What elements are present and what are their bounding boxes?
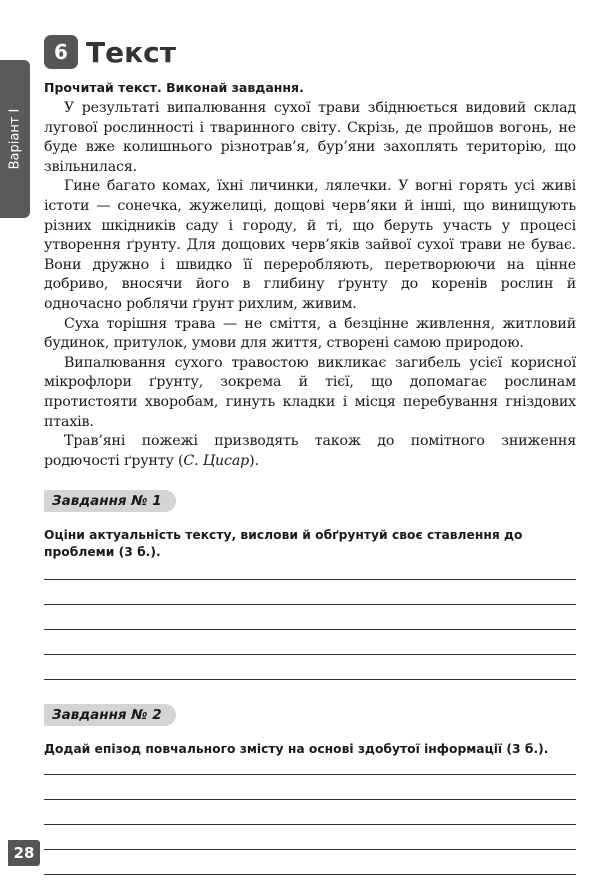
- text-paragraph: Гине багато комах, їхні личинки, лялечки. У вогні горять усі живі істоти — сонечка, жужелиці, дощові черв’яки й інші, що винищують різних шкідників саду і городу, й ті, що беруть участь у процесі утворення ґрунту. Для дощових черв’яків зайвої сухої трави не буває. Вони дружно і швидко її переробляють, перетворюючи на цінне добриво, вносячи його в глибину ґрунту до коренів рослин й одночасно роблячи ґрунт рихлим, живим.: [44, 178, 576, 312]
- variant-side-tab: [0, 60, 30, 218]
- answer-line[interactable]: [44, 654, 576, 655]
- text-paragraph: У результаті випалювання сухої трави збіднюється видовий склад лугової рослинності і тваринного світу. Скрізь, де пройшов вогонь, не буде вже колишнього різнотрав’я, бур’яни захоплять територію, що звільнилася.: [44, 100, 576, 175]
- section-number-badge: 6: [44, 35, 78, 69]
- answer-line[interactable]: [44, 629, 576, 630]
- task-2-question: Додай епізод повчального змісту на основі здобутої інформації (3 б.).: [44, 742, 549, 757]
- answer-line[interactable]: [44, 774, 576, 775]
- last-paragraph-end: ).: [249, 452, 259, 469]
- text-paragraph-last: [44, 432, 576, 471]
- section-header: [44, 34, 176, 70]
- text-paragraph: Випалювання сухого травостою викликає загибель усієї корисної мікрофлори ґрунту, зокрема й тієї, що допомагає рослинам протистояти хворобам, гинуть кладки і місця перебування гніздових птахів.: [44, 354, 576, 430]
- answer-line[interactable]: [44, 604, 576, 605]
- author: С. Цисар: [183, 452, 250, 469]
- task-1-answer-lines: [44, 579, 576, 680]
- section-title: Текст: [86, 35, 176, 69]
- instruction: Прочитай текст. Виконай завдання.: [44, 80, 304, 95]
- answer-line[interactable]: [44, 824, 576, 825]
- answer-line[interactable]: [44, 679, 576, 680]
- task-2: [44, 704, 576, 875]
- answer-line[interactable]: [44, 799, 576, 800]
- task-1-label: Завдання № 1: [44, 490, 176, 512]
- last-paragraph-text: Трав’яні пожежі призводять також до помітного зниження родючості ґрунту (: [44, 433, 576, 469]
- page-number: 28: [8, 840, 40, 866]
- task-1: [44, 490, 576, 680]
- task-2-answer-lines: [44, 774, 576, 875]
- page-content: [44, 80, 576, 875]
- text-paragraph: Суха торішня трава — не сміття, а безцінне живлення, житловий будинок, притулок, умови для життя, створені самою природою.: [44, 315, 576, 352]
- variant-label: Варіант І: [7, 108, 23, 170]
- answer-line[interactable]: [44, 579, 576, 580]
- answer-line[interactable]: [44, 874, 576, 875]
- task-1-question: Оціни актуальність тексту, вислови й обґрунтуй своє ставлення до проблеми (3 б.).: [44, 528, 523, 560]
- task-2-label: Завдання № 2: [44, 704, 176, 726]
- answer-line[interactable]: [44, 849, 576, 850]
